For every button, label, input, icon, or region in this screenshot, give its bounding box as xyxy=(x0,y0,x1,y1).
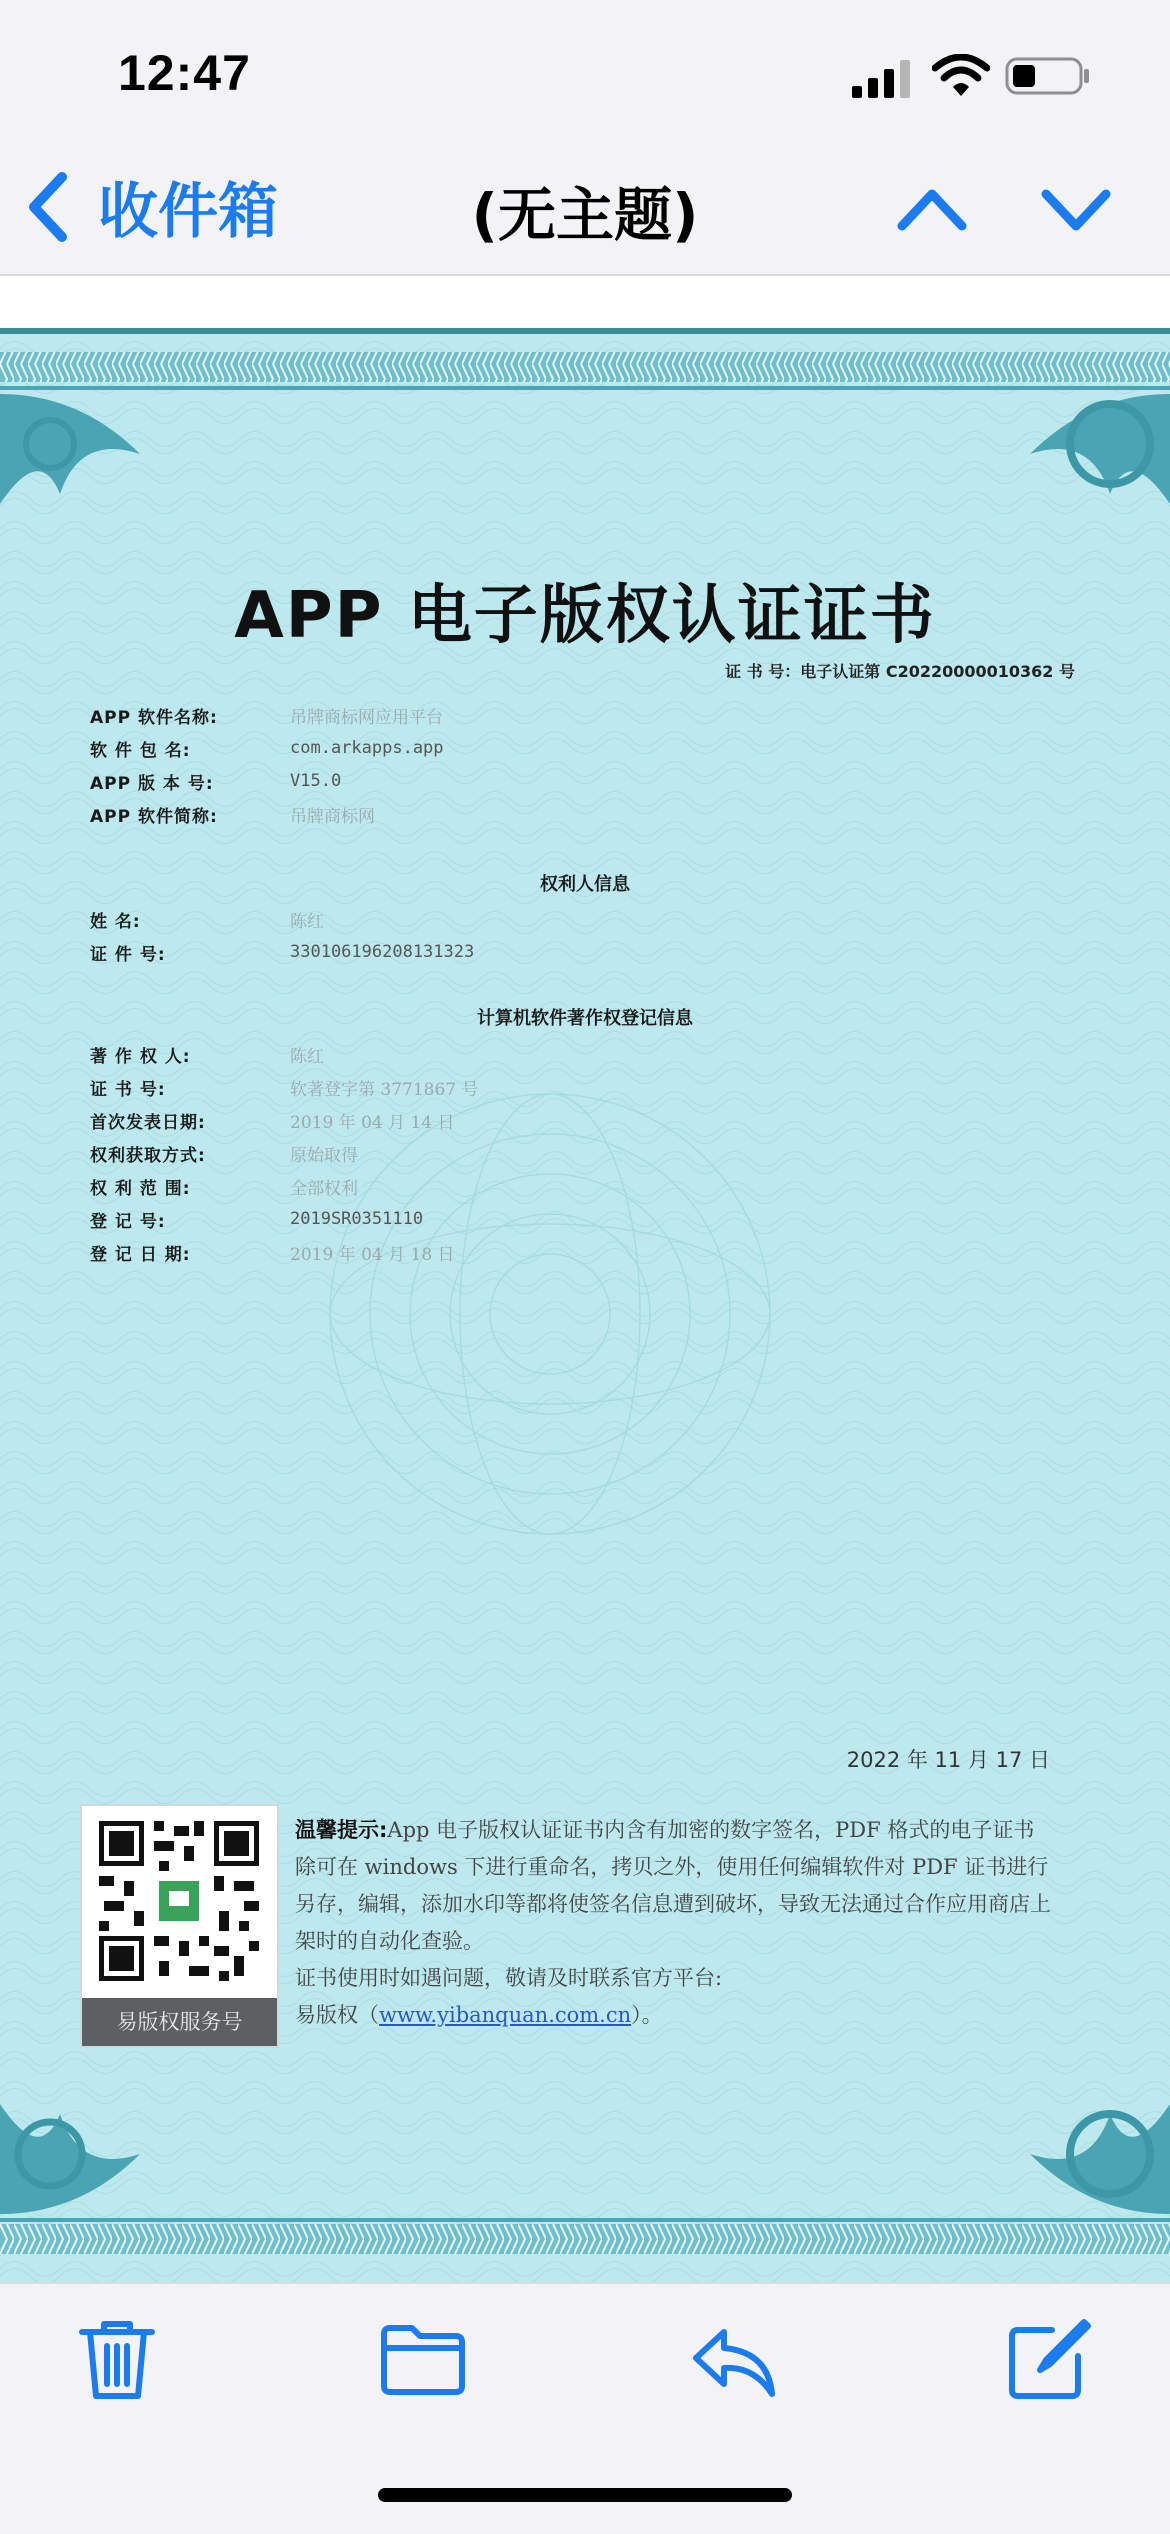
message-body[interactable] xyxy=(0,276,1170,2282)
field-label: 著 作 权 人: xyxy=(90,1046,191,1067)
field-label: 首次发表日期: xyxy=(90,1112,206,1133)
field-value: 陈红 xyxy=(290,911,324,932)
field-label: APP 软件简称: xyxy=(90,806,218,827)
trash-icon[interactable] xyxy=(72,2314,162,2404)
field-label: APP 软件名称: xyxy=(90,707,218,728)
field-value: com.arkapps.app xyxy=(290,738,444,758)
field-label: 证 件 号: xyxy=(90,944,166,965)
navigation-bar xyxy=(0,140,1170,276)
registration-section-title: 计算机软件著作权登记信息 xyxy=(477,1008,693,1029)
certificate-title: APP 电子版权认证证书 xyxy=(234,579,936,653)
field-label: 登 记 号: xyxy=(90,1211,166,1232)
notice-platform-suffix: ）。 xyxy=(631,2003,663,2027)
qr-code xyxy=(80,1804,279,2048)
field-label: 权 利 范 围: xyxy=(90,1178,191,1199)
registration-info-row xyxy=(90,1072,479,1102)
registration-info-row xyxy=(90,1105,455,1135)
field-value: 2019SR0351110 xyxy=(290,1209,424,1229)
field-label: 登 记 日 期: xyxy=(90,1244,191,1265)
home-indicator xyxy=(378,2488,792,2502)
field-value: 原始取得 xyxy=(290,1145,358,1166)
field-value: 2019 年 04 月 18 日 xyxy=(290,1244,455,1265)
registration-info-row xyxy=(90,1171,358,1201)
battery-icon xyxy=(1005,56,1091,96)
registration-info-row xyxy=(90,1039,324,1069)
field-value: 2019 年 04 月 14 日 xyxy=(290,1112,455,1133)
qr-code-icon xyxy=(94,1816,264,1986)
owner-info-row xyxy=(90,904,324,934)
registration-info-row xyxy=(90,1204,423,1234)
owner-section-title: 权利人信息 xyxy=(540,874,630,895)
wifi-icon xyxy=(932,54,990,98)
field-label: 证 书 号: xyxy=(90,1079,166,1100)
status-time: 12:47 xyxy=(118,45,251,101)
status-bar xyxy=(0,0,1170,140)
back-button-label: 收件箱 xyxy=(98,177,278,247)
registration-info-row xyxy=(90,1237,455,1267)
certificate-notice xyxy=(295,1812,1055,2034)
field-value: 吊牌商标网 xyxy=(290,806,375,827)
app-info-row xyxy=(90,700,443,730)
field-value: V15.0 xyxy=(290,771,342,791)
field-label: APP 版 本 号: xyxy=(90,773,214,794)
message-subject-title: (无主题) xyxy=(471,181,699,249)
field-value: 软著登字第 3771867 号 xyxy=(290,1079,479,1100)
field-label: 姓 名: xyxy=(90,911,141,932)
notice-contact: 证书使用时如遇问题，敬请及时联系官方平台: xyxy=(295,1966,723,1990)
field-value: 陈红 xyxy=(290,1046,324,1067)
field-label: 软 件 包 名: xyxy=(90,740,191,761)
app-info-row xyxy=(90,766,341,796)
platform-link[interactable]: www.yibanquan.com.cn xyxy=(379,2003,632,2027)
next-message-chevron-down-icon[interactable] xyxy=(1040,174,1112,244)
notice-body: App 电子版权认证证书内含有加密的数字签名，PDF 格式的电子证书除可在 windows 下进行重命名，拷贝之外，使用任何编辑软件对 PDF 证书进行另存，编辑，添加水印等都将使签名信息遭到破坏，导致无法通过合作应用商店上架时的自动化查验。 xyxy=(295,1818,1051,1953)
certificate-number: 证 书 号：电子认证第 C20220000010362 号 xyxy=(725,662,1075,681)
field-value: 330106196208131323 xyxy=(290,942,475,962)
reply-icon[interactable] xyxy=(690,2314,780,2404)
qr-caption: 易版权服务号 xyxy=(82,1998,277,2046)
app-info-row xyxy=(90,799,375,829)
notice-platform-prefix: 易版权（ xyxy=(295,2003,379,2027)
folder-icon[interactable] xyxy=(378,2314,468,2404)
compose-icon[interactable] xyxy=(1004,2314,1094,2404)
certificate-issue-date: 2022 年 11 月 17 日 xyxy=(846,1748,1050,1772)
previous-message-chevron-up-icon[interactable] xyxy=(896,174,968,244)
registration-info-row xyxy=(90,1138,358,1168)
field-label: 权利获取方式: xyxy=(90,1145,206,1166)
owner-info-row xyxy=(90,937,474,967)
notice-heading: 温馨提示: xyxy=(295,1818,388,1842)
field-value: 全部权利 xyxy=(290,1178,358,1199)
cellular-signal-icon xyxy=(852,58,912,98)
app-info-row xyxy=(90,733,444,763)
field-value: 吊牌商标网应用平台 xyxy=(290,707,443,728)
certificate-image xyxy=(0,328,1170,2294)
